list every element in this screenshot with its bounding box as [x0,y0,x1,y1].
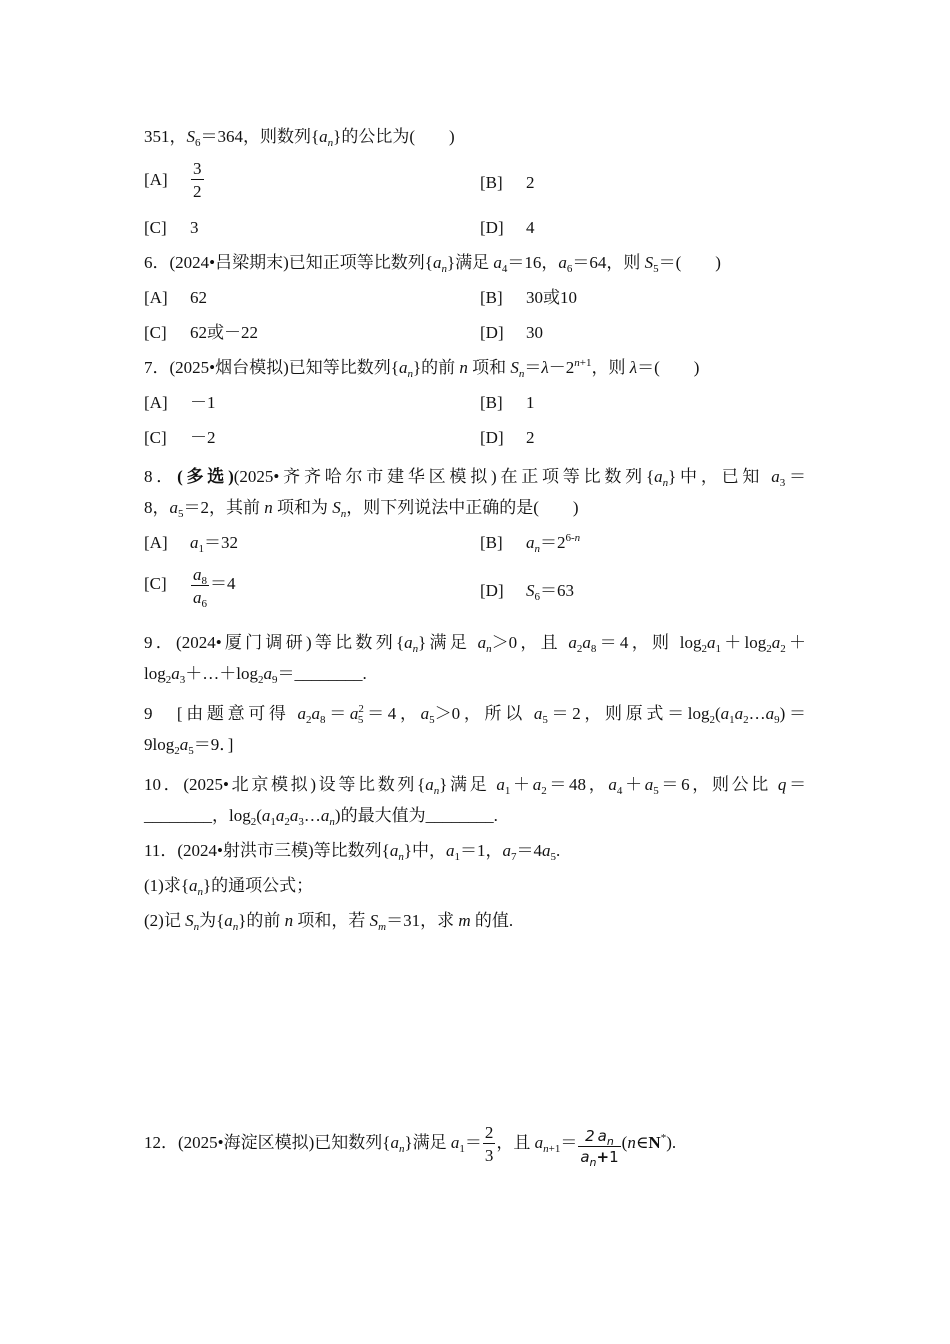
q5-option-d [480,217,535,239]
q6-d-label: [D] [480,323,504,342]
q7-number: 7． [144,358,170,377]
q9-stem-line1: 9．(2024•厦门调研)等比数列$\{a_n\}$满足 $a_n>0$，且 $a_2a_8=4$，则 $\log_2a_1+\log_2a_2+$ [144,633,806,655]
q5-option-a [144,160,205,200]
q6-source: (2024•吕梁期末) [169,253,289,272]
q8-a-label: [A] [144,533,168,552]
q7-c-value: －2 [190,428,216,447]
q8-option-c [144,565,236,610]
q7-c-label: [C] [144,428,167,447]
q7-a-label: [A] [144,393,168,412]
q7-option-b [480,392,535,414]
q7-stem: 7．(2025•烟台模拟)已知等比数列$\{a_n\}$的前 n 项和 $S_n=\lambda-2^{n+1}$，则 λ＝( ) [144,357,700,380]
q8-multi-tag: (多选) [177,467,234,486]
q5-c-value: 3 [190,218,199,237]
q8-c-tail: ＝4 [210,574,236,593]
q8-option-b: [B] $a_n=2^{6-n}$ [480,532,581,555]
q5-b-label: [B] [480,173,503,192]
q8-stem-line1: 8．(多选)(2025•齐齐哈尔市建华区模拟)在正项等比数列$\{a_n\}$中，已知 $a_3=$ [144,467,807,489]
q7-d-value: 2 [526,428,535,447]
q7-source: (2025•烟台模拟) [169,358,289,377]
q11-source: (2024•射洪市三模) [177,841,314,860]
q8-c-label: [C] [144,574,167,593]
q5-stem: 351，$S_6=364$，则数列$\{a_n\}$的公比为( ) [144,127,455,149]
q5-b-value: 2 [526,173,535,192]
q6-option-d [480,322,543,344]
q8-number: 8． [144,467,178,486]
q11-part2: (2)记 $S_n$为$\{a_n\}$的前 n 项和，若 $S_m=31$，求 m 的值. [144,911,514,933]
q8-c-fraction: $\frac{a_8}{a_6}$ [193,565,207,610]
q6-stem: 6．(2024•吕梁期末)已知正项等比数列$\{a_n\}$满足 $a_4=16$，$a_6=64$，则 $S_5=$( ) [144,253,721,275]
q12-recurrence-fraction: $\frac{2 a_n}{a_n+1}$ [580,1127,619,1169]
q12-number: 12． [144,1133,178,1152]
q10-number: 10． [144,775,184,794]
q10-stem-line1: 10．(2025•北京模拟)设等比数列$\{a_n\}$满足 $a_1+a_2=48$，$a_4+a_5=6$，则公比 q＝ [144,775,807,797]
q7-b-value: 1 [526,393,535,412]
q6-option-a [144,287,207,309]
q7-option-a [144,392,216,414]
q5-d-value: 4 [526,218,535,237]
q8-option-d: [D] $S_6=63$ [480,581,574,603]
q6-b-value: 30或10 [526,288,577,307]
q8-d-label: [D] [480,581,504,600]
q7-option-c [144,427,216,449]
q12-stem: 12．(2025•海淀区模拟)已知数列$\{a_n\}$满足 $a_1=$ $\frac{2}{3}$ ，且 $a_{n+1}=$ $\frac{2 a_n}{a_n+1}$ (n∈N*). [144,1123,677,1169]
q6-a-value: 62 [190,288,207,307]
q9-answer: 9 [144,704,153,723]
q5-a-numerator: 3 [193,159,202,178]
q6-option-c [144,322,258,344]
q5-a-denominator: 2 [193,182,202,201]
q9-stem-line2: $\log_2a_3+\dots+\log_2a_9=\_\_\_\_\_\_\_\_$. [144,664,367,686]
q6-number: 6． [144,253,170,272]
q11-number: 11． [144,841,178,860]
q12-source: (2025•海淀区模拟) [178,1133,315,1152]
q12-a1-fraction: $\frac{2}{3}$ [484,1123,494,1165]
q9-solution-line1: 9 [由题意可得 $a_2a_8=a^2_5=4$，$a_5>0$，所以 $a_5=2$，则原式$=\log_2(a_1a_2\dots a_9)=$ [144,703,807,726]
q7-d-label: [D] [480,428,504,447]
q6-b-label: [B] [480,288,503,307]
q11-part1: (1)求$\{a_n\}$的通项公式； [144,876,314,898]
q5-c-label: [C] [144,218,167,237]
q9-number: 9． [144,633,177,652]
q5-option-c [144,217,199,239]
q8-option-a: [A] $a_1=32$ [144,533,238,555]
q10-stem-line2: ________，$\log_2(a_1a_2a_3\dots a_n)$的最大值为________. [144,806,498,828]
q7-b-label: [B] [480,393,503,412]
q6-c-value: 62或－22 [190,323,258,342]
q11-stem: 11．(2024•射洪市三模)等比数列$\{a_n\}$中，$a_1=1$，$a_7=4a_5$. [144,841,561,863]
q6-a-label: [A] [144,288,168,307]
q6-d-value: 30 [526,323,543,342]
q9-solution-line2: $9\log_2a_5=9$．] [144,735,234,757]
q5-option-b [480,172,535,194]
q8-b-label: [B] [480,533,503,552]
q5-a-fraction [191,160,204,200]
q7-a-value: －1 [190,393,216,412]
q8-source: (2025•齐齐哈尔市建华区模拟) [233,467,497,486]
q7-option-d [480,427,535,449]
q5-d-label: [D] [480,218,504,237]
q8-stem-line2: 8，$a_5=2$，其前 n 项和为 $S_n$，则下列说法中正确的是( ) [144,498,579,520]
q10-source: (2025•北京模拟) [183,775,316,794]
q6-c-label: [C] [144,323,167,342]
q6-option-b [480,287,577,309]
q9-source: (2024•厦门调研) [176,633,312,652]
q5-a-label: [A] [144,170,168,189]
